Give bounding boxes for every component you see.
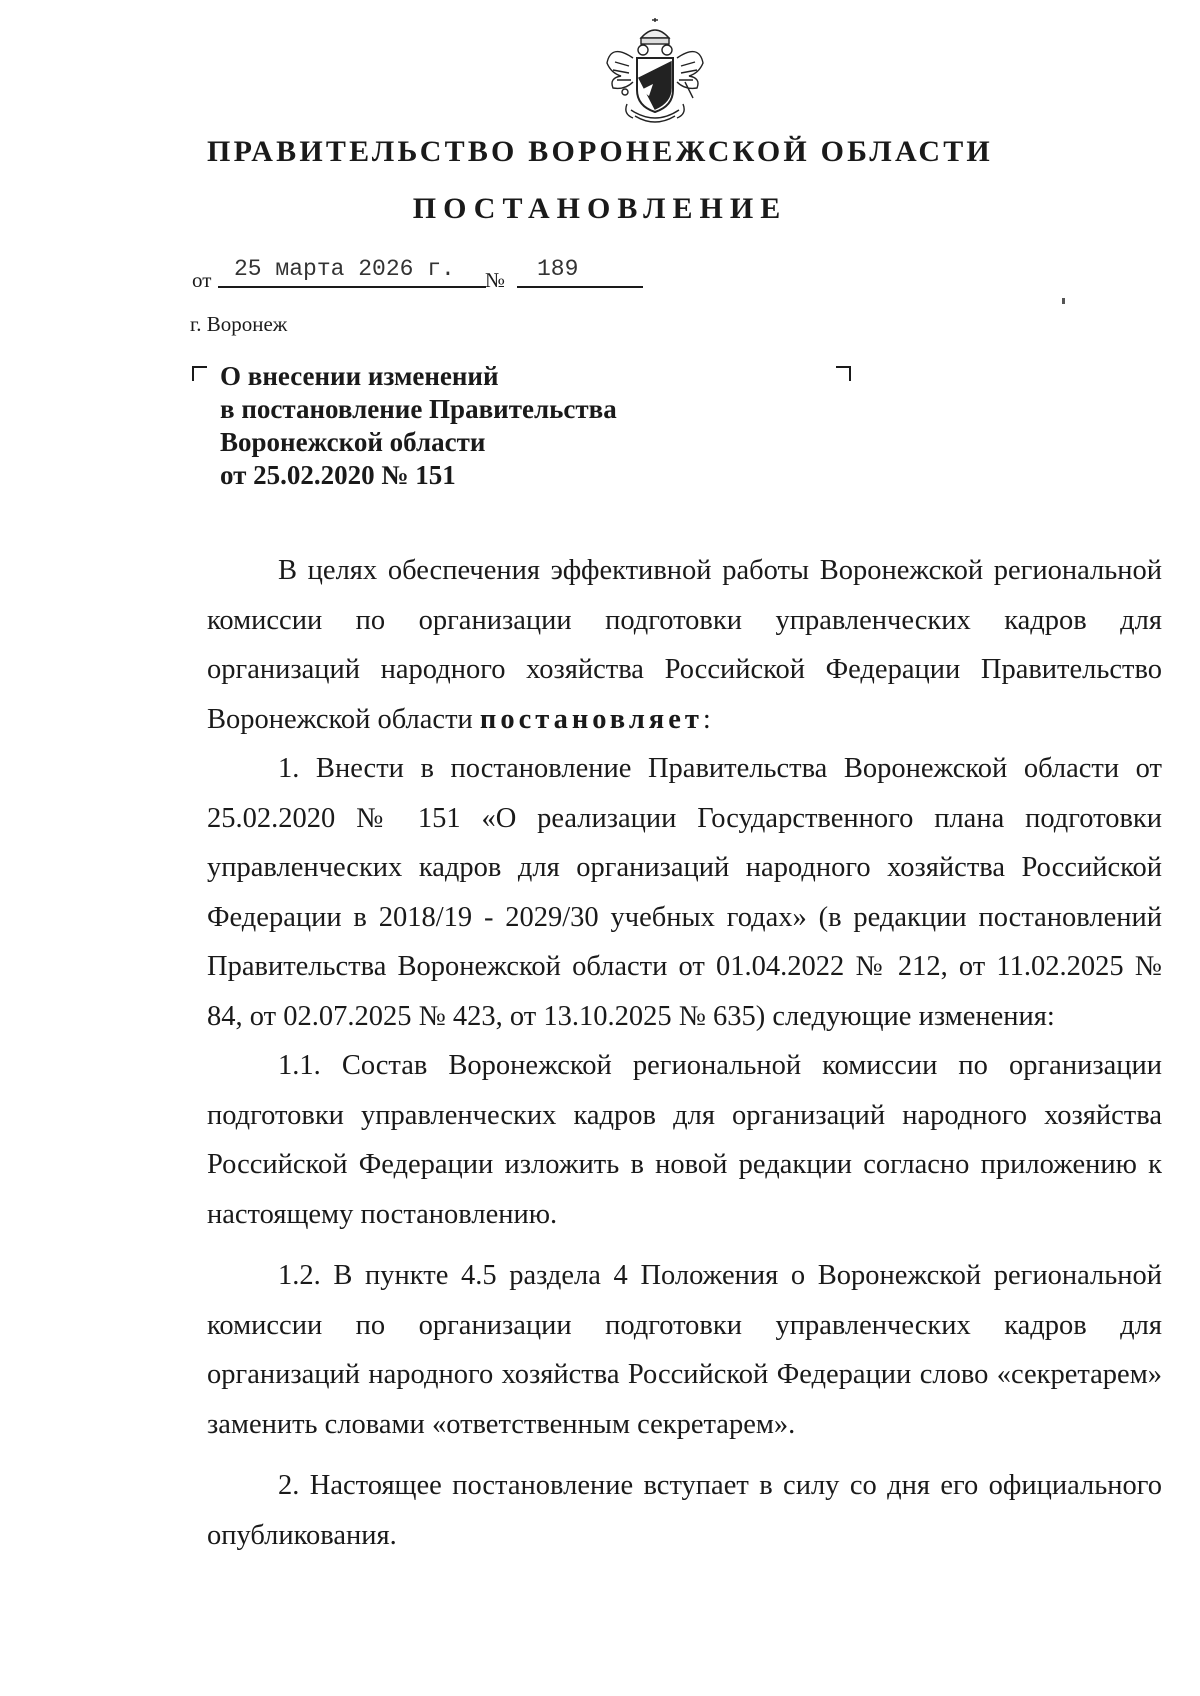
scan-mark <box>1062 298 1065 304</box>
subject-block <box>192 360 672 490</box>
number-prefix: № <box>485 268 506 292</box>
document-body <box>207 546 1162 1560</box>
paragraph-1: 1. Внести в постановление Правительства Воронежской области от 25.02.2020 № 151 «О реализации Государственного плана подготовки управленческих кадров для организаций народного хозяйства Российской Федерации в 2018/19 - 2029/30 учебных годах» (в редакции постановлений Правительства Воронежской области от 01.04.2022 № 212, от 11.02.2025 № 84, от 02.07.2025 № 423, от 13.10.2025 № 635) следующие изменения: <box>207 753 1162 1032</box>
subject-bracket-right <box>836 366 851 381</box>
paragraph-1-1: 1.1. Состав Воронежской региональной комиссии по организации подготовки управленческих кадров для организаций народного хозяйства Российской Федерации изложить в новой редакции согласно приложению к настоящему постановлению. <box>207 1050 1162 1230</box>
date-value: 25 марта 2026 г. <box>234 256 455 282</box>
date-prefix: от <box>192 268 212 292</box>
date-number-line <box>192 256 672 290</box>
subject-line: О внесении изменений <box>220 361 499 391</box>
preamble-verb: постановляет <box>479 703 703 735</box>
city-label: г. Воронеж <box>190 312 288 336</box>
number-value: 189 <box>537 256 579 282</box>
preamble-end: : <box>702 703 711 735</box>
subject-line: Воронежской области <box>220 427 486 457</box>
subject-line: от 25.02.2020 № 151 <box>220 460 456 490</box>
paragraph-1-2: 1.2. В пункте 4.5 раздела 4 Положения о Воронежской региональной комиссии по организации подготовки управленческих кадров для организаций народного хозяйства Российской Федерации слово «секретарем» заменить словами «ответственным секретарем». <box>207 1260 1162 1440</box>
paragraph-2: 2. Настоящее постановление вступает в силу со дня его официального опубликования. <box>207 1470 1162 1551</box>
coat-of-arms-emblem <box>601 18 709 128</box>
number-underline <box>517 286 643 288</box>
preamble-text: В целях обеспечения эффективной работы Воронежской региональной комиссии по организации подготовки управленческих кадров для организаций народного хозяйства Российской Федерации Правительство Воронежской области <box>207 555 1162 735</box>
subject-lines <box>220 360 617 492</box>
preamble-paragraph <box>207 546 1162 744</box>
date-underline <box>218 286 486 288</box>
subject-line: в постановление Правительства <box>220 394 617 424</box>
subject-bracket-left <box>192 366 207 381</box>
document-type-title: ПОСТАНОВЛЕНИЕ <box>412 192 788 225</box>
organization-title: ПРАВИТЕЛЬСТВО ВОРОНЕЖСКОЙ ОБЛАСТИ <box>207 135 993 168</box>
